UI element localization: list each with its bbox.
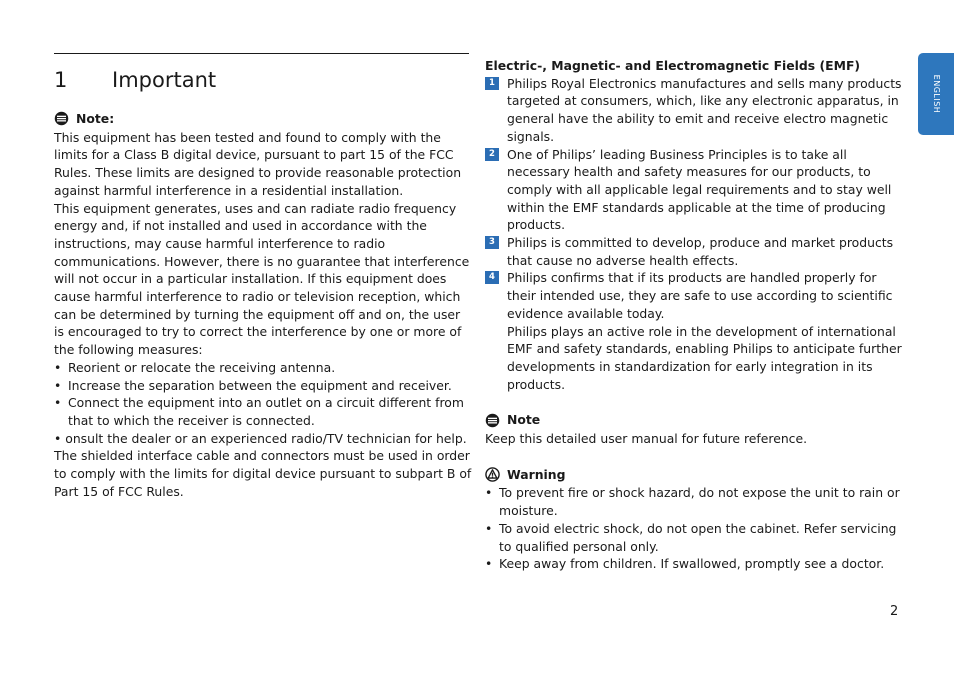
language-tab-label: ENGLISH [931, 74, 941, 114]
emf-item [485, 234, 903, 269]
number-badge: 1 [485, 77, 499, 90]
measures-list [54, 359, 472, 430]
warning-icon [485, 467, 500, 482]
section-heading [54, 66, 216, 94]
left-column [54, 110, 472, 500]
list-item: • To prevent fire or shock hazard, do not expose the unit to rain or moisture. [485, 484, 903, 519]
spacer [485, 393, 903, 411]
right-column [485, 57, 903, 573]
note-label: Note: [76, 111, 115, 126]
warning-label: Warning [507, 466, 566, 482]
note-header [54, 110, 472, 128]
number-badge: 4 [485, 271, 499, 284]
top-rule [54, 53, 469, 54]
consult-item: • onsult the dealer or an experienced radio/TV technician for help. [54, 430, 467, 446]
emf-title: Electric-, Magnetic- and Electromagnetic Fields (EMF) [485, 58, 861, 73]
note-icon [485, 413, 500, 428]
emf-item [485, 146, 903, 235]
emf-item-extra: Philips plays an active role in the development of international EMF and safety standards, enabling Philips to anticipate further developments in standardization for early integration in its products. [507, 323, 902, 392]
warning-list [485, 484, 903, 573]
section-title: Important [112, 68, 217, 92]
spacer [485, 448, 903, 466]
note-header-2 [485, 411, 903, 429]
emf-item-text: One of Philips’ leading Business Principles is to take all necessary health and safety measures for our products, to comply with all applicable legal requirements and to stay well within the EMF standards applicable at the time of producing products. [507, 146, 892, 233]
list-item: • Connect the equipment into an outlet on a circuit different from that to which the receiver is connected. [54, 394, 472, 429]
section-number: 1 [54, 68, 68, 92]
emf-item [485, 269, 903, 393]
note-icon [54, 111, 69, 126]
warning-header [485, 466, 903, 484]
fcc-paragraph-3: The shielded interface cable and connectors must be used in order to comply with the limits for digital device pursuant to subpart B of Part 15 of FCC Rules. [54, 448, 472, 499]
list-item: • Increase the separation between the equipment and receiver. [54, 377, 472, 395]
note-text: Keep this detailed user manual for future reference. [485, 431, 808, 447]
list-item: • Keep away from children. If swallowed, promptly see a doctor. [485, 555, 903, 573]
number-badge: 2 [485, 148, 499, 161]
note-label: Note [507, 412, 541, 428]
fcc-paragraph-2: This equipment generates, uses and can radiate radio frequency energy and, if not installed and used in accordance with the instructions, may cause harmful interference to radio communications. However, there is no guarantee that interference will not occur in a particular installation. If this equipment does cause harmful interference to radio or television reception, which can be determined by turning the equipment off and on, the user is encouraged to try to correct the interference by one or more of the following measures: [54, 200, 470, 358]
emf-item-text: Philips confirms that if its products are handled properly for their intended use, they are safe to use according to scientific evidence available today. [507, 270, 893, 321]
emf-item-text: Philips Royal Electronics manufactures and sells many products targeted at consumers, which, like any electronic apparatus, in general have the ability to emit and receive electro magnetic signals. [507, 75, 902, 144]
number-badge: 3 [485, 236, 499, 249]
page-number: 2 [890, 604, 899, 619]
list-item: • To avoid electric shock, do not open the cabinet. Refer servicing to qualified personal only. [485, 520, 903, 555]
emf-item-text: Philips is committed to develop, produce and market products that cause no adverse health effects. [507, 235, 894, 268]
emf-item [485, 75, 903, 146]
fcc-paragraph-1: This equipment has been tested and found to comply with the limits for a Class B digital device, pursuant to part 15 of the FCC Rules. These limits are designed to provide reasonable protection against harmful interference in a residential installation. [54, 129, 462, 198]
list-item: • Reorient or relocate the receiving antenna. [54, 359, 472, 377]
language-tab [918, 53, 954, 135]
